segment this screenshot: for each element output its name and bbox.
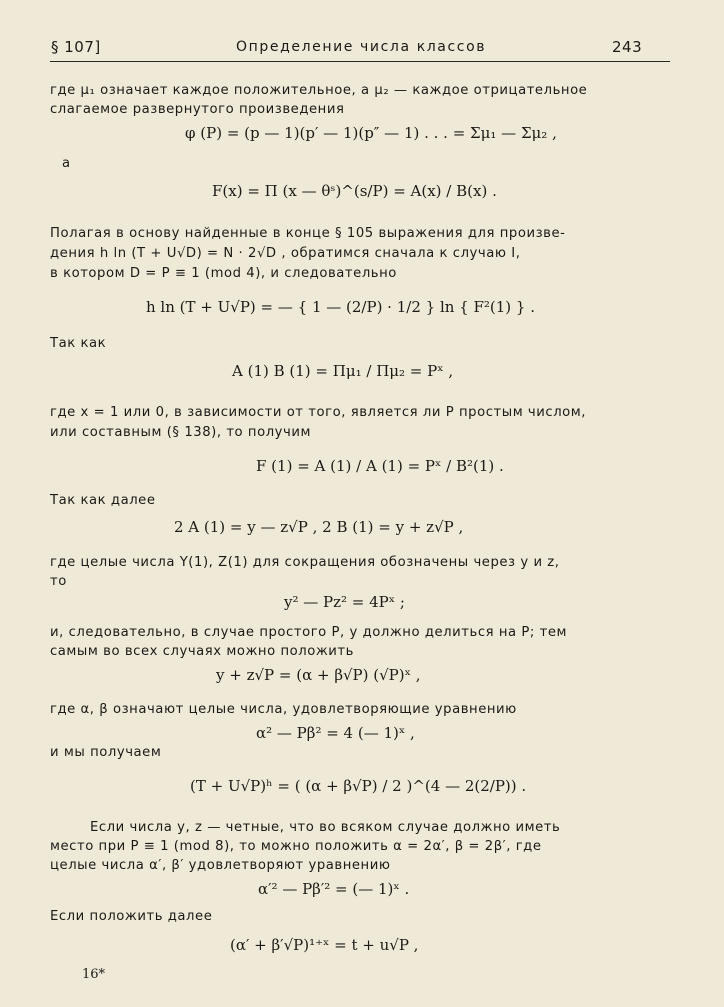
text-line: Так как xyxy=(50,336,107,351)
formula: α² — Pβ² = 4 (— 1)ˣ , xyxy=(256,724,415,742)
text-line: Если положить далее xyxy=(50,909,213,924)
formula: F(x) = Π (x — θˢ)^(s/P) = A(x) / B(x) . xyxy=(212,182,497,200)
formula: φ (P) = (p — 1)(p′ — 1)(p″ — 1) . . . = Σμ₁ — Σμ₂ , xyxy=(185,124,557,142)
formula: y² — Pz² = 4Pˣ ; xyxy=(284,593,405,611)
formula: 2 A (1) = y — z√P , 2 B (1) = y + z√P , xyxy=(174,518,464,536)
text-line: Если числа y, z — четные, что во всяком случае должно иметь xyxy=(90,820,561,835)
text-line: в котором D = P ≡ 1 (mod 4), и следовательно xyxy=(50,266,397,281)
text-line: дения h ln (T + U√D) = N · 2√D , обратимся сначала к случаю I, xyxy=(50,246,521,261)
text-line: где x = 1 или 0, в зависимости от того, является ли P простым числом, xyxy=(50,405,587,420)
text-line: то xyxy=(50,574,67,589)
section-ref: § 107] xyxy=(51,38,101,56)
text-line: Полагая в основу найденные в конце § 105 выражения для произве- xyxy=(50,226,566,241)
text-line: Так как далее xyxy=(50,493,156,508)
formula: (T + U√P)ʰ = ( (α + β√P) / 2 )^(4 — 2(2/P)) . xyxy=(190,777,527,795)
text-line: где целые числа Y(1), Z(1) для сокращения обозначены через y и z, xyxy=(50,555,560,570)
signature-mark: 16* xyxy=(82,967,106,982)
formula: A (1) B (1) = Πμ₁ / Πμ₂ = Pˣ , xyxy=(232,362,454,380)
text-line: и мы получаем xyxy=(50,745,162,760)
text-line: где μ₁ означает каждое положительное, а μ₂ — каждое отрицательное xyxy=(50,83,588,98)
header-rule xyxy=(50,61,670,62)
text-line: или составным (§ 138), то получим xyxy=(50,425,311,440)
text-line: слагаемое развернутого произведения xyxy=(50,102,345,117)
formula: y + z√P = (α + β√P) (√P)ˣ , xyxy=(216,666,421,684)
text-line: где α, β означают целые числа, удовлетворяющие уравнению xyxy=(50,702,517,717)
running-title: Определение числа классов xyxy=(236,39,487,55)
text-line: самым во всех случаях можно положить xyxy=(50,644,354,659)
formula: α′² — Pβ′² = (— 1)ˣ . xyxy=(258,880,410,898)
text-line: целые числа α′, β′ удовлетворяют уравнению xyxy=(50,858,391,873)
text-line: а xyxy=(62,156,71,171)
formula: F (1) = A (1) / A (1) = Pˣ / B²(1) . xyxy=(256,457,504,475)
formula: h ln (T + U√P) = — { 1 — (2/P) · 1/2 } ln { F²(1) } . xyxy=(146,298,535,316)
text-line: место при P ≡ 1 (mod 8), то можно положить α = 2α′, β = 2β′, где xyxy=(50,839,542,854)
formula: (α′ + β′√P)¹⁺ˣ = t + u√P , xyxy=(230,936,419,954)
text-line: и, следовательно, в случае простого P, y должно делиться на P; тем xyxy=(50,625,568,640)
page-number: 243 xyxy=(612,38,643,56)
